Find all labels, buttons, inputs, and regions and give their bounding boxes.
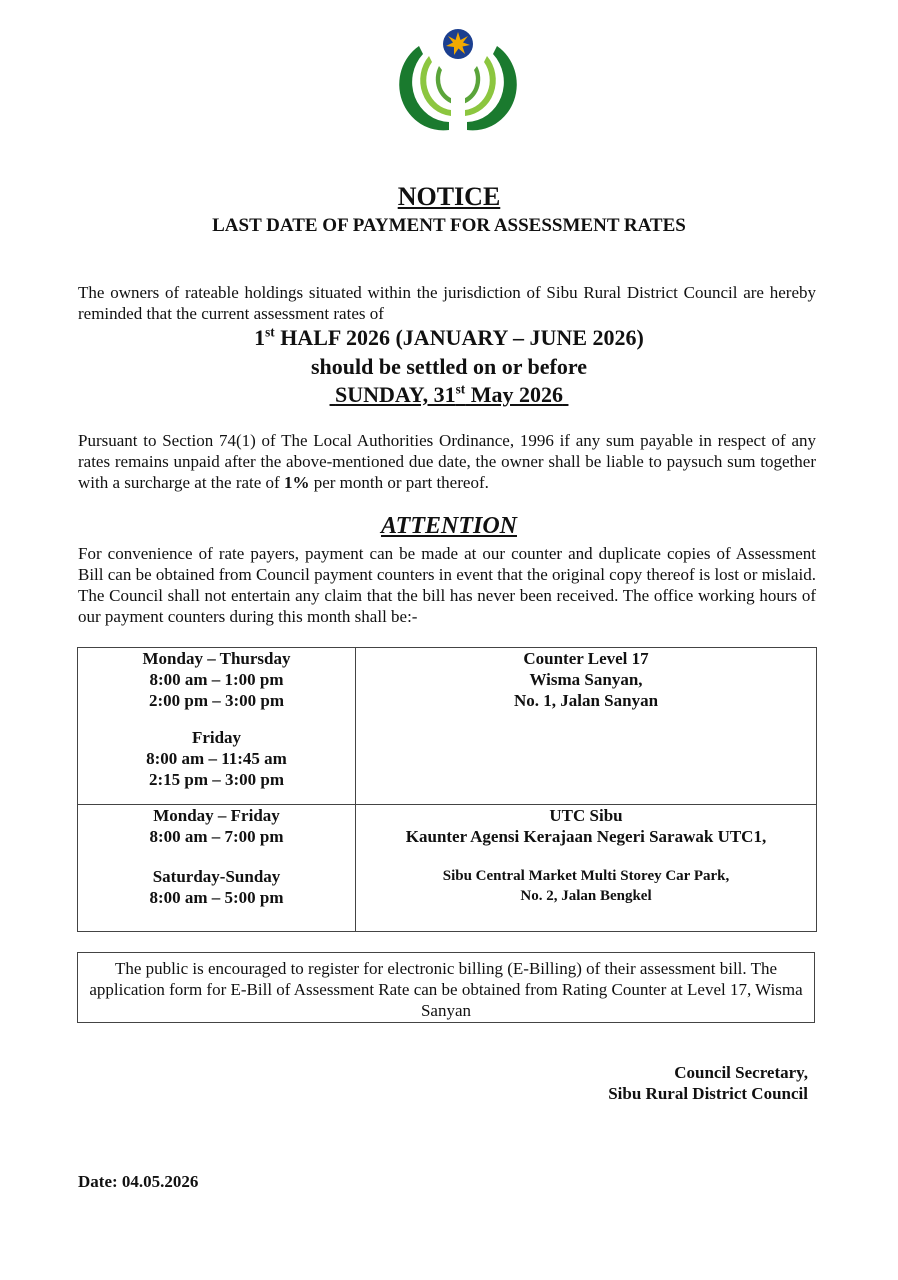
location-line: Wisma Sanyan, <box>529 670 643 689</box>
location-line: Kaunter Agensi Kerajaan Negeri Sarawak UTC1, <box>405 827 767 846</box>
due-date: SUNDAY, 31st May 2026 <box>335 381 563 407</box>
location-line: Sibu Central Market Multi Storey Car Park, <box>442 868 730 884</box>
hours-cell <box>78 805 356 932</box>
time-range: 8:00 am – 5:00 pm <box>149 888 284 907</box>
council-logo <box>399 26 517 138</box>
council-emblem-icon <box>399 26 517 138</box>
location-line: UTC Sibu <box>549 806 623 825</box>
location-cell <box>356 805 817 932</box>
time-range: 8:00 am – 11:45 am <box>146 749 287 768</box>
hours-cell <box>78 648 356 805</box>
table-row <box>78 648 817 805</box>
ebilling-notice-box: The public is encouraged to register for electronic billing (E-Billing) of their assessment bill. The application form for E-Bill of Assessment Rate can be obtained from Rating Counter at Level 17, Wisma Sanyan <box>77 952 815 1023</box>
days-label: Monday – Friday <box>153 806 280 825</box>
location-line: No. 2, Jalan Bengkel <box>520 888 652 904</box>
location-cell <box>356 648 817 805</box>
days-label: Monday – Thursday <box>142 649 291 668</box>
notice-date: Date: 04.05.2026 <box>78 1172 199 1191</box>
signature-block <box>608 1062 808 1104</box>
settle-line: should be settled on or before <box>310 354 588 379</box>
location-line: No. 1, Jalan Sanyan <box>513 691 659 710</box>
payment-period: 1st HALF 2026 (JANUARY – JUNE 2026) <box>254 324 644 350</box>
intro-paragraph: The owners of rateable holdings situated within the jurisdiction of Sibu Rural District Council are hereby reminded that the current assessment rates of <box>78 283 816 323</box>
signatory-organisation: Sibu Rural District Council <box>608 1084 808 1103</box>
surcharge-paragraph: Pursuant to Section 74(1) of The Local Authorities Ordinance, 1996 if any sum payable in respect of any rates remains unpaid after the above-mentioned due date, the owner shall be liable to paysuch sum together with a surcharge at the rate of 1% per month or part thereof. <box>78 431 816 492</box>
location-line: Counter Level 17 <box>523 649 649 668</box>
time-range: 8:00 am – 7:00 pm <box>149 827 284 846</box>
time-range: 2:00 pm – 3:00 pm <box>148 691 285 710</box>
attention-heading: ATTENTION <box>380 513 517 539</box>
days-label: Saturday-Sunday <box>152 867 281 886</box>
signatory-title: Council Secretary, <box>674 1063 808 1082</box>
attention-paragraph: For convenience of rate payers, payment can be made at our counter and duplicate copies of Assessment Bill can be obtained from Council payment counters in event that the original copy thereof is lost or mislaid. The Council shall not entertain any claim that the bill has never been received. The office working hours of our payment counters during this month shall be:- <box>78 544 816 626</box>
time-range: 8:00 am – 1:00 pm <box>149 670 284 689</box>
counter-hours-table <box>77 647 817 932</box>
table-row <box>78 805 817 932</box>
time-range: 2:15 pm – 3:00 pm <box>148 770 285 789</box>
days-label: Friday <box>191 728 242 747</box>
notice-title: NOTICE <box>397 182 501 211</box>
notice-subtitle: LAST DATE OF PAYMENT FOR ASSESSMENT RATES <box>212 215 686 236</box>
